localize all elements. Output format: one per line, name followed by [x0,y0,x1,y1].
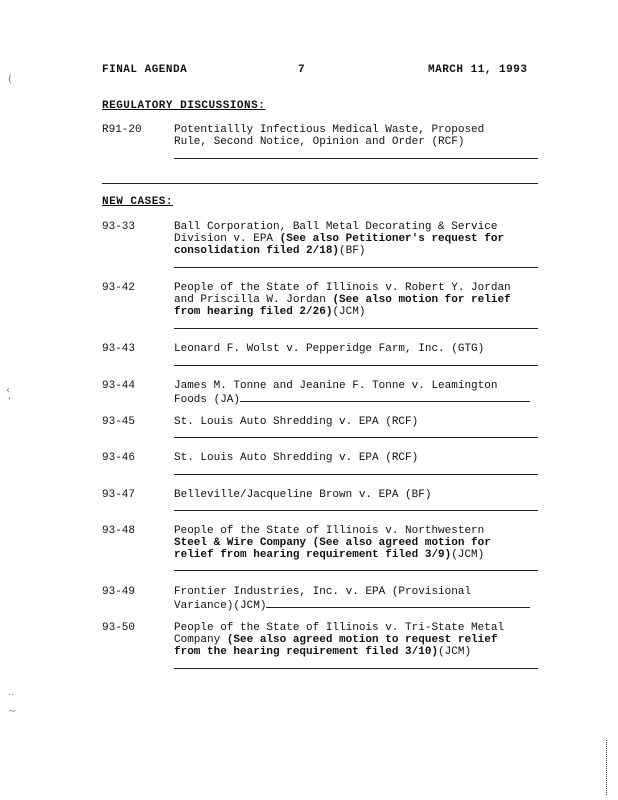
case-note: from the hearing requirement filed 3/10) [174,646,439,658]
item-line [174,306,538,318]
item-line: Belleville/Jacqueline Brown v. EPA (BF) [174,489,432,501]
item-rule [174,437,538,438]
case-note: (See also agreed motion for [312,537,491,549]
item-line: People of the State of Illinois v. Robert Y. Jordan [174,282,511,294]
item-line: Frontier Industries, Inc. v. EPA (Provisional [174,586,472,598]
item-line [174,294,538,306]
item-line: James M. Tonne and Jeanine F. Tonne v. Leamington [174,380,498,392]
case-title-text: Company [174,634,227,646]
case-note: consolidation filed 2/18) [174,245,340,257]
item-rule [174,668,538,669]
item-rule [174,267,538,268]
page-number: 7 [298,64,306,76]
item-rule [174,510,538,511]
item-line: Potentiallly Infectious Medical Waste, Proposed [174,124,485,136]
fill-line [266,598,530,608]
item-rule [174,328,538,329]
item-rule [174,365,538,366]
fill-line [240,392,530,402]
scan-mark: ( [8,74,12,85]
case-initials: (JCM) [332,306,366,318]
item-line [174,634,538,646]
scan-mark: ‹ [6,385,10,396]
new-cases-heading: NEW CASES: [102,196,174,208]
case-title-text: Steel & Wire Company [174,537,313,549]
docket-number: 93-43 [102,343,136,355]
case-title-text: Foods (JA) [174,394,241,406]
docket-number: 93-44 [102,380,136,392]
case-note: (See also Petitioner's request for [279,233,505,245]
item-line [174,646,538,658]
scan-edge-line [606,740,607,795]
item-line: Leonard F. Wolst v. Pepperidge Farm, Inc. (GTG) [174,343,485,355]
docket-number: 93-33 [102,221,136,233]
agenda-title: FINAL AGENDA [102,64,188,76]
regulatory-discussions-heading: REGULATORY DISCUSSIONS: [102,100,266,112]
item-line: Ball Corporation, Ball Metal Decorating & Service [174,221,498,233]
case-title-text: and Priscilla W. Jordan [174,294,333,306]
case-initials: (JCM) [438,646,472,658]
item-line [174,233,538,245]
item-line [174,537,538,549]
case-title-text: Variance)(JCM) [174,600,267,612]
docket-number: 93-49 [102,586,136,598]
item-line: People of the State of Illinois v. Tri-State Metal [174,622,505,634]
case-initials: (JCM) [451,549,485,561]
scan-mark: ·· [8,690,15,701]
item-rule [174,158,538,159]
scan-mark: ‘ [8,396,12,407]
item-rule [174,474,538,475]
scan-mark: ∼ [8,706,17,717]
item-line [174,392,538,406]
case-note: (See also motion for relief [332,294,511,306]
item-line: St. Louis Auto Shredding v. EPA (RCF) [174,452,419,464]
docket-number: 93-48 [102,525,136,537]
item-line: Rule, Second Notice, Opinion and Order (RCF) [174,136,465,148]
case-initials: (BF) [339,245,366,257]
case-title-text: Division v. EPA [174,233,280,245]
docket-number: R91-20 [102,124,142,136]
docket-number: 93-47 [102,489,136,501]
item-line [174,549,538,561]
case-note: relief from hearing requirement filed 3/9) [174,549,452,561]
docket-number: 93-42 [102,282,136,294]
item-line [174,598,538,612]
docket-number: 93-46 [102,452,136,464]
item-line: People of the State of Illinois v. Northwestern [174,525,485,537]
item-line: St. Louis Auto Shredding v. EPA (RCF) [174,416,419,428]
item-line [174,245,538,257]
item-rule [174,570,538,571]
case-note: (See also agreed motion to request relief [226,634,498,646]
docket-number: 93-50 [102,622,136,634]
case-note: from hearing filed 2/26) [174,306,333,318]
agenda-date: MARCH 11, 1993 [428,64,528,76]
docket-number: 93-45 [102,416,136,428]
section-divider [102,183,538,184]
